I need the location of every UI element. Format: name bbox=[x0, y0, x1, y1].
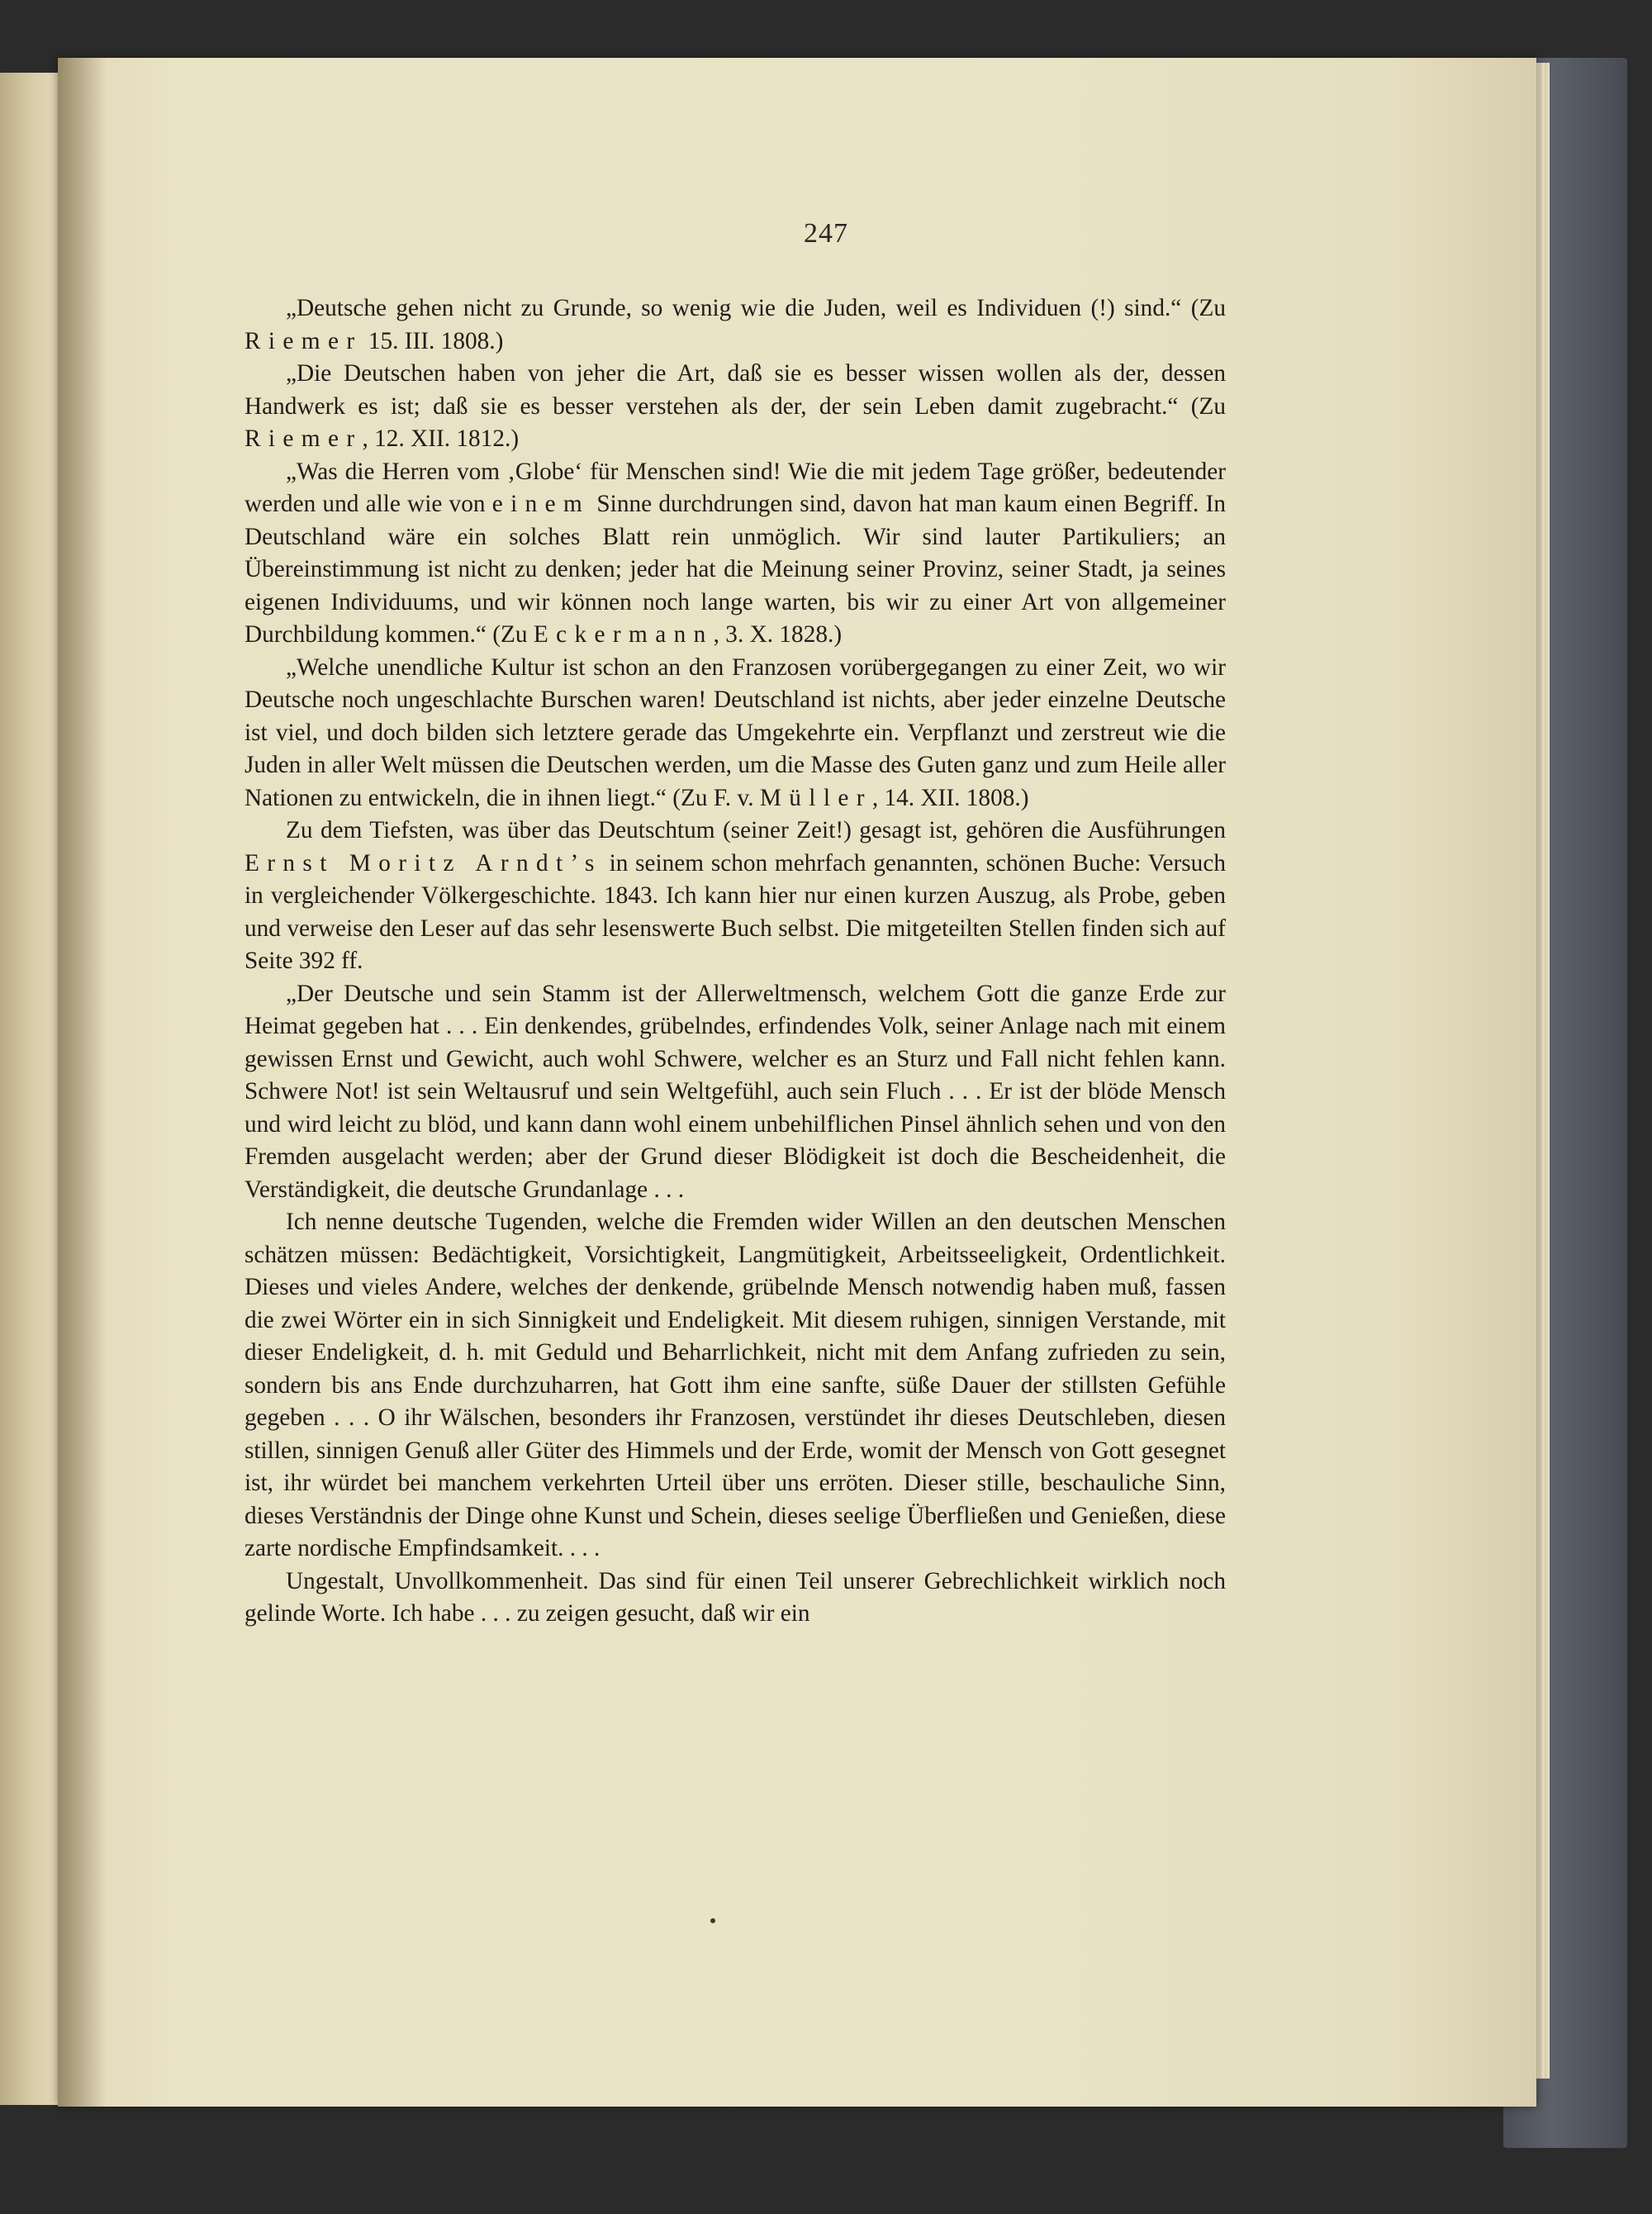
body-text bbox=[244, 292, 1226, 1631]
text-run: 15. III. 1808.) bbox=[362, 327, 504, 354]
text-run: Sinne durchdrungen sind, davon hat man kaum einen Begriff. In Deutschland wäre ein solches Blatt rein unmöglich. Wir sind lauter Partikuliers; an Übereinstimmung ist nicht zu denken; jeder hat die Meinung seiner Provinz, seiner Stadt, ja seines eigenen Individuums, und wir können noch lange warten, bis wir zu einer Art von allgemeiner Durchbildung kommen.“ (Zu bbox=[244, 491, 1226, 648]
paragraph bbox=[244, 456, 1226, 652]
text-run: Ungestalt, Unvollkommenheit. Das sind für einen Teil unserer Gebrechlichkeit wirklich noch gelinde Worte. Ich habe . . . zu zeigen gesucht, daß wir ein bbox=[244, 1567, 1226, 1627]
paragraph bbox=[244, 358, 1226, 456]
page-number: 247 bbox=[804, 218, 848, 249]
paragraph bbox=[244, 292, 1226, 358]
text-run: , 14. XII. 1808.) bbox=[871, 784, 1029, 811]
spaced-name: Müller bbox=[759, 784, 872, 811]
paragraph bbox=[244, 815, 1226, 978]
spaced-name: Riemer bbox=[244, 327, 363, 354]
gutter-shadow bbox=[58, 58, 107, 2107]
paragraph bbox=[244, 1206, 1226, 1565]
spaced-name: Ernst Moritz Arndt’s bbox=[244, 849, 602, 877]
text-run: , 3. X. 1828.) bbox=[713, 621, 843, 648]
print-speck bbox=[710, 1918, 715, 1923]
text-run: „Deutsche gehen nicht zu Grunde, so wenig wie die Juden, weil es Individuen (!) sind.“ (Zu bbox=[286, 295, 1226, 321]
spaced-name: Riemer bbox=[244, 425, 363, 452]
paragraph bbox=[244, 1565, 1226, 1631]
spaced-name: Eckermann bbox=[533, 621, 714, 648]
text-run: „Welche unendliche Kultur ist schon an den Franzosen vorübergegangen zu einer Zeit, wo wir Deutsche noch ungeschlachte Burschen waren! Deutschland ist nichts, aber jeder einzelne Deutsche ist viel, und doch bilden sich letztere gerade das Umgekehrte ein. Verpflanzt und zerstreut wie die Juden in aller Welt müssen die Deutschen werden, um die Masse des Guten ganz und zum Heile aller Nationen zu entwickeln, die in ihnen liegt.“ (Zu F. v. bbox=[244, 653, 1226, 811]
text-run: , 12. XII. 1812.) bbox=[362, 425, 520, 452]
text-run: „Die Deutschen haben von jeher die Art, daß sie es besser wissen wollen als der, dessen Handwerk es ist; daß sie es besser verstehen als der, der sein Leben damit zugebracht.“ (Zu bbox=[244, 360, 1226, 420]
text-run: Zu dem Tiefsten, was über das Deutschtum (seiner Zeit!) gesagt ist, gehören die Ausführungen bbox=[286, 817, 1226, 843]
text-run: Ich nenne deutsche Tugenden, welche die Fremden wider Willen an den deutschen Menschen schätzen müssen: Bedächtigkeit, Vorsichtigkeit, Langmütigkeit, Arbeitsseeligkeit, Ordentlichkeit. Dieses und vieles Andere, welches der denkende, grübelnde Mensch notwendig haben muß, fassen die zwei Wörter ein in sich Sinnigkeit und Endeligkeit. Mit diesem ruhigen, sinnigen Verstande, mit dieser Endeligkeit, d. h. mit Geduld und Beharrlichkeit, nicht mit dem Anfang zufrieden zu sein, sondern bis ans Ende durchzuharren, hat Gott ihm eine sanfte, süße Dauer der stillsten Gefühle gegeben . . . O ihr Wälschen, besonders ihr Franzosen, verstündet ihr dieses Deutschleben, diesen stillen, sinnigen Genuß aller Güter des Himmels und der Erde, womit der Mensch von Gott gesegnet ist, ihr würdet bei manchem verkehrten Urteil über uns erröten. Dieser stille, beschauliche Sinn, dieses Verständnis der Dinge ohne Kunst und Schein, dieses seelige Überfließen und Genießen, diese zarte nordische Empfindsamkeit. . . . bbox=[244, 1209, 1226, 1561]
spaced-name: einem bbox=[491, 491, 591, 517]
paragraph bbox=[244, 652, 1226, 815]
text-run: in seinem schon mehrfach genannten, schönen Buche: Versuch in vergleichender Völkergeschichte. 1843. Ich kann hier nur einen kurzen Auszug, als Probe, geben und verweise den Leser auf das sehr lesenswerte Buch selbst. Die mitgeteilten Stellen finden sich auf Seite 392 ff. bbox=[244, 849, 1226, 974]
text-run: „Was die Herren vom ‚Globe‘ für Menschen sind! Wie die mit jedem Tage größer, bedeutender werden und alle wie von bbox=[244, 458, 1226, 517]
paragraph bbox=[244, 978, 1226, 1207]
text-run: „Der Deutsche und sein Stamm ist der Allerweltmensch, welchem Gott die ganze Erde zur Heimat gegeben hat . . . Ein denkendes, grübelndes, erfindendes Volk, seiner Anlage nach mit einem gewissen Ernst und Gewicht, auch wohl Schwere, welcher es an Sturz und Fall nicht fehlen kann. Schwere Not! ist sein Weltausruf und sein Weltgefühl, auch sein Fluch . . . Er ist der blöde Mensch und wird leicht zu blöd, und kann dann wohl einem unbehilflichen Pinsel ähnlich sehen und von den Fremden ausgelacht werden; aber der Grund dieser Blödigkeit ist doch die Bescheidenheit, die Verständigkeit, die deutsche Grundanlage . . . bbox=[244, 980, 1226, 1203]
